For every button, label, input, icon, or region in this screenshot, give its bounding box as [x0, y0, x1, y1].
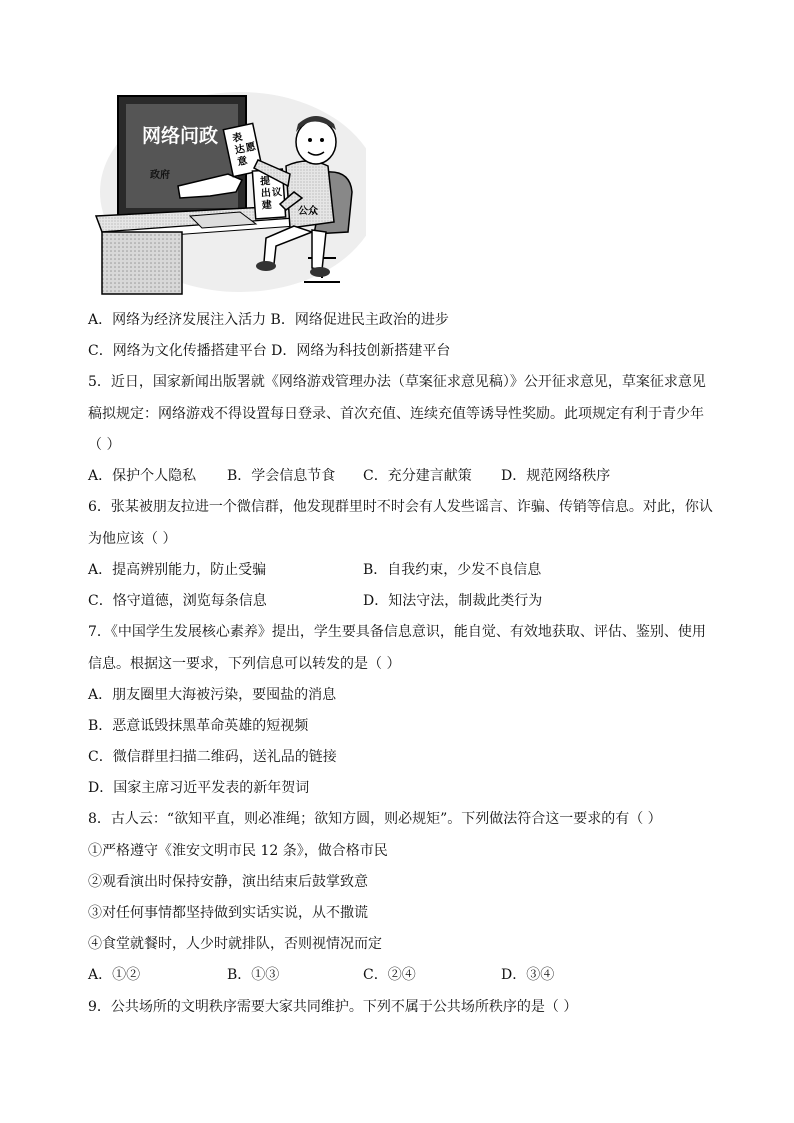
- q8-item-4: ④食堂就餐时，人少时就排队，否则视情况而定: [88, 936, 382, 952]
- paper1-char: 意: [236, 155, 249, 169]
- q6-stem-line2: 为他应该（ ）: [88, 531, 177, 547]
- q5-option-b: B．学会信息节食: [227, 468, 336, 484]
- q7-option-b: B．恶意诋毁抹黑革命英雄的短视频: [88, 718, 309, 734]
- q7-option-d: D．国家主席习近平发表的新年贺词: [88, 780, 310, 796]
- q4-options-ab: A．网络为经济发展注入活力 B．网络促进民主政治的进步: [88, 312, 449, 328]
- q5-stem-line1: 5．近日，国家新闻出版署就《网络游戏管理办法（草案征求意见稿）》公开征求意见，草案征求意见: [88, 374, 706, 390]
- q7-stem-line1: 7．《中国学生发展核心素养》提出，学生要具备信息意识，能自觉、有效地获取、评估、鉴别、使用: [88, 624, 706, 640]
- q8-option-d: D．③④: [501, 967, 555, 983]
- q8-option-c: C．②④: [363, 967, 416, 983]
- q5-option-d: D．规范网络秩序: [501, 468, 611, 484]
- paper1-char: 表: [231, 131, 244, 145]
- paper2-char: 出: [260, 187, 272, 200]
- person-label: 公众: [298, 206, 318, 217]
- q8-item-3: ③对任何事情都坚持做到实话实说，从不撒谎: [88, 905, 368, 921]
- q8-item-1: ①严格遵守《淮安文明市民 12 条》，做合格市民: [88, 843, 388, 859]
- paper1-char: 愿: [244, 141, 257, 155]
- q7-option-a: A．朋友圈里大海被污染，要囤盐的消息: [88, 687, 337, 703]
- q8-option-b: B．①③: [227, 967, 280, 983]
- paper2-char: 议: [271, 187, 283, 199]
- paper1-char: 达: [233, 143, 246, 157]
- q6-option-d: D．知法守法，制裁此类行为: [363, 593, 543, 609]
- q7-stem-line2: 信息。根据这一要求，下列信息可以转发的是（ ）: [88, 656, 401, 672]
- person-head: [296, 120, 336, 164]
- q9-stem: 9．公共场所的文明秩序需要大家共同维护。下列不属于公共场所秩序的是（ ）: [88, 999, 578, 1015]
- screen-title: 网络问政: [142, 125, 219, 147]
- q8-item-2: ②观看演出时保持安静，演出结束后鼓掌致意: [88, 874, 368, 890]
- screen-label: 政府: [150, 170, 170, 181]
- q5-option-a: A．保护个人隐私: [88, 468, 197, 484]
- q6-stem-line1: 6．张某被朋友拉进一个微信群，他发现群里时不时会有人发些谣言、诈骗、传销等信息。对此，你认: [88, 499, 713, 515]
- q6-option-a: A．提高辨别能力，防止受骗: [88, 562, 267, 578]
- q5-option-c: C．充分建言献策: [363, 468, 472, 484]
- q5-stem-line2: 稿拟规定：网络游戏不得设置每日登录、首次充值、连续充值等诱导性奖励。此项规定有利于青少年: [88, 406, 704, 422]
- paper2-char: 建: [261, 199, 273, 212]
- q8-option-a: A．①②: [88, 967, 141, 983]
- q5-blank: （ ）: [88, 437, 121, 453]
- online-governance-illustration: [90, 82, 366, 298]
- q7-option-c: C．微信群里扫描二维码，送礼品的链接: [88, 749, 337, 765]
- paper2-char: 提: [259, 175, 271, 188]
- q8-stem: 8．古人云：“欲知平直，则必准绳；欲知方圆，则必规矩”。下列做法符合这一要求的有（ ）: [88, 811, 662, 827]
- q6-option-b: B．自我约束，少发不良信息: [363, 562, 542, 578]
- q4-options-cd: C．网络为文化传播搭建平台 D．网络为科技创新搭建平台: [88, 343, 451, 359]
- q6-option-c: C．恪守道德，浏览每条信息: [88, 593, 267, 609]
